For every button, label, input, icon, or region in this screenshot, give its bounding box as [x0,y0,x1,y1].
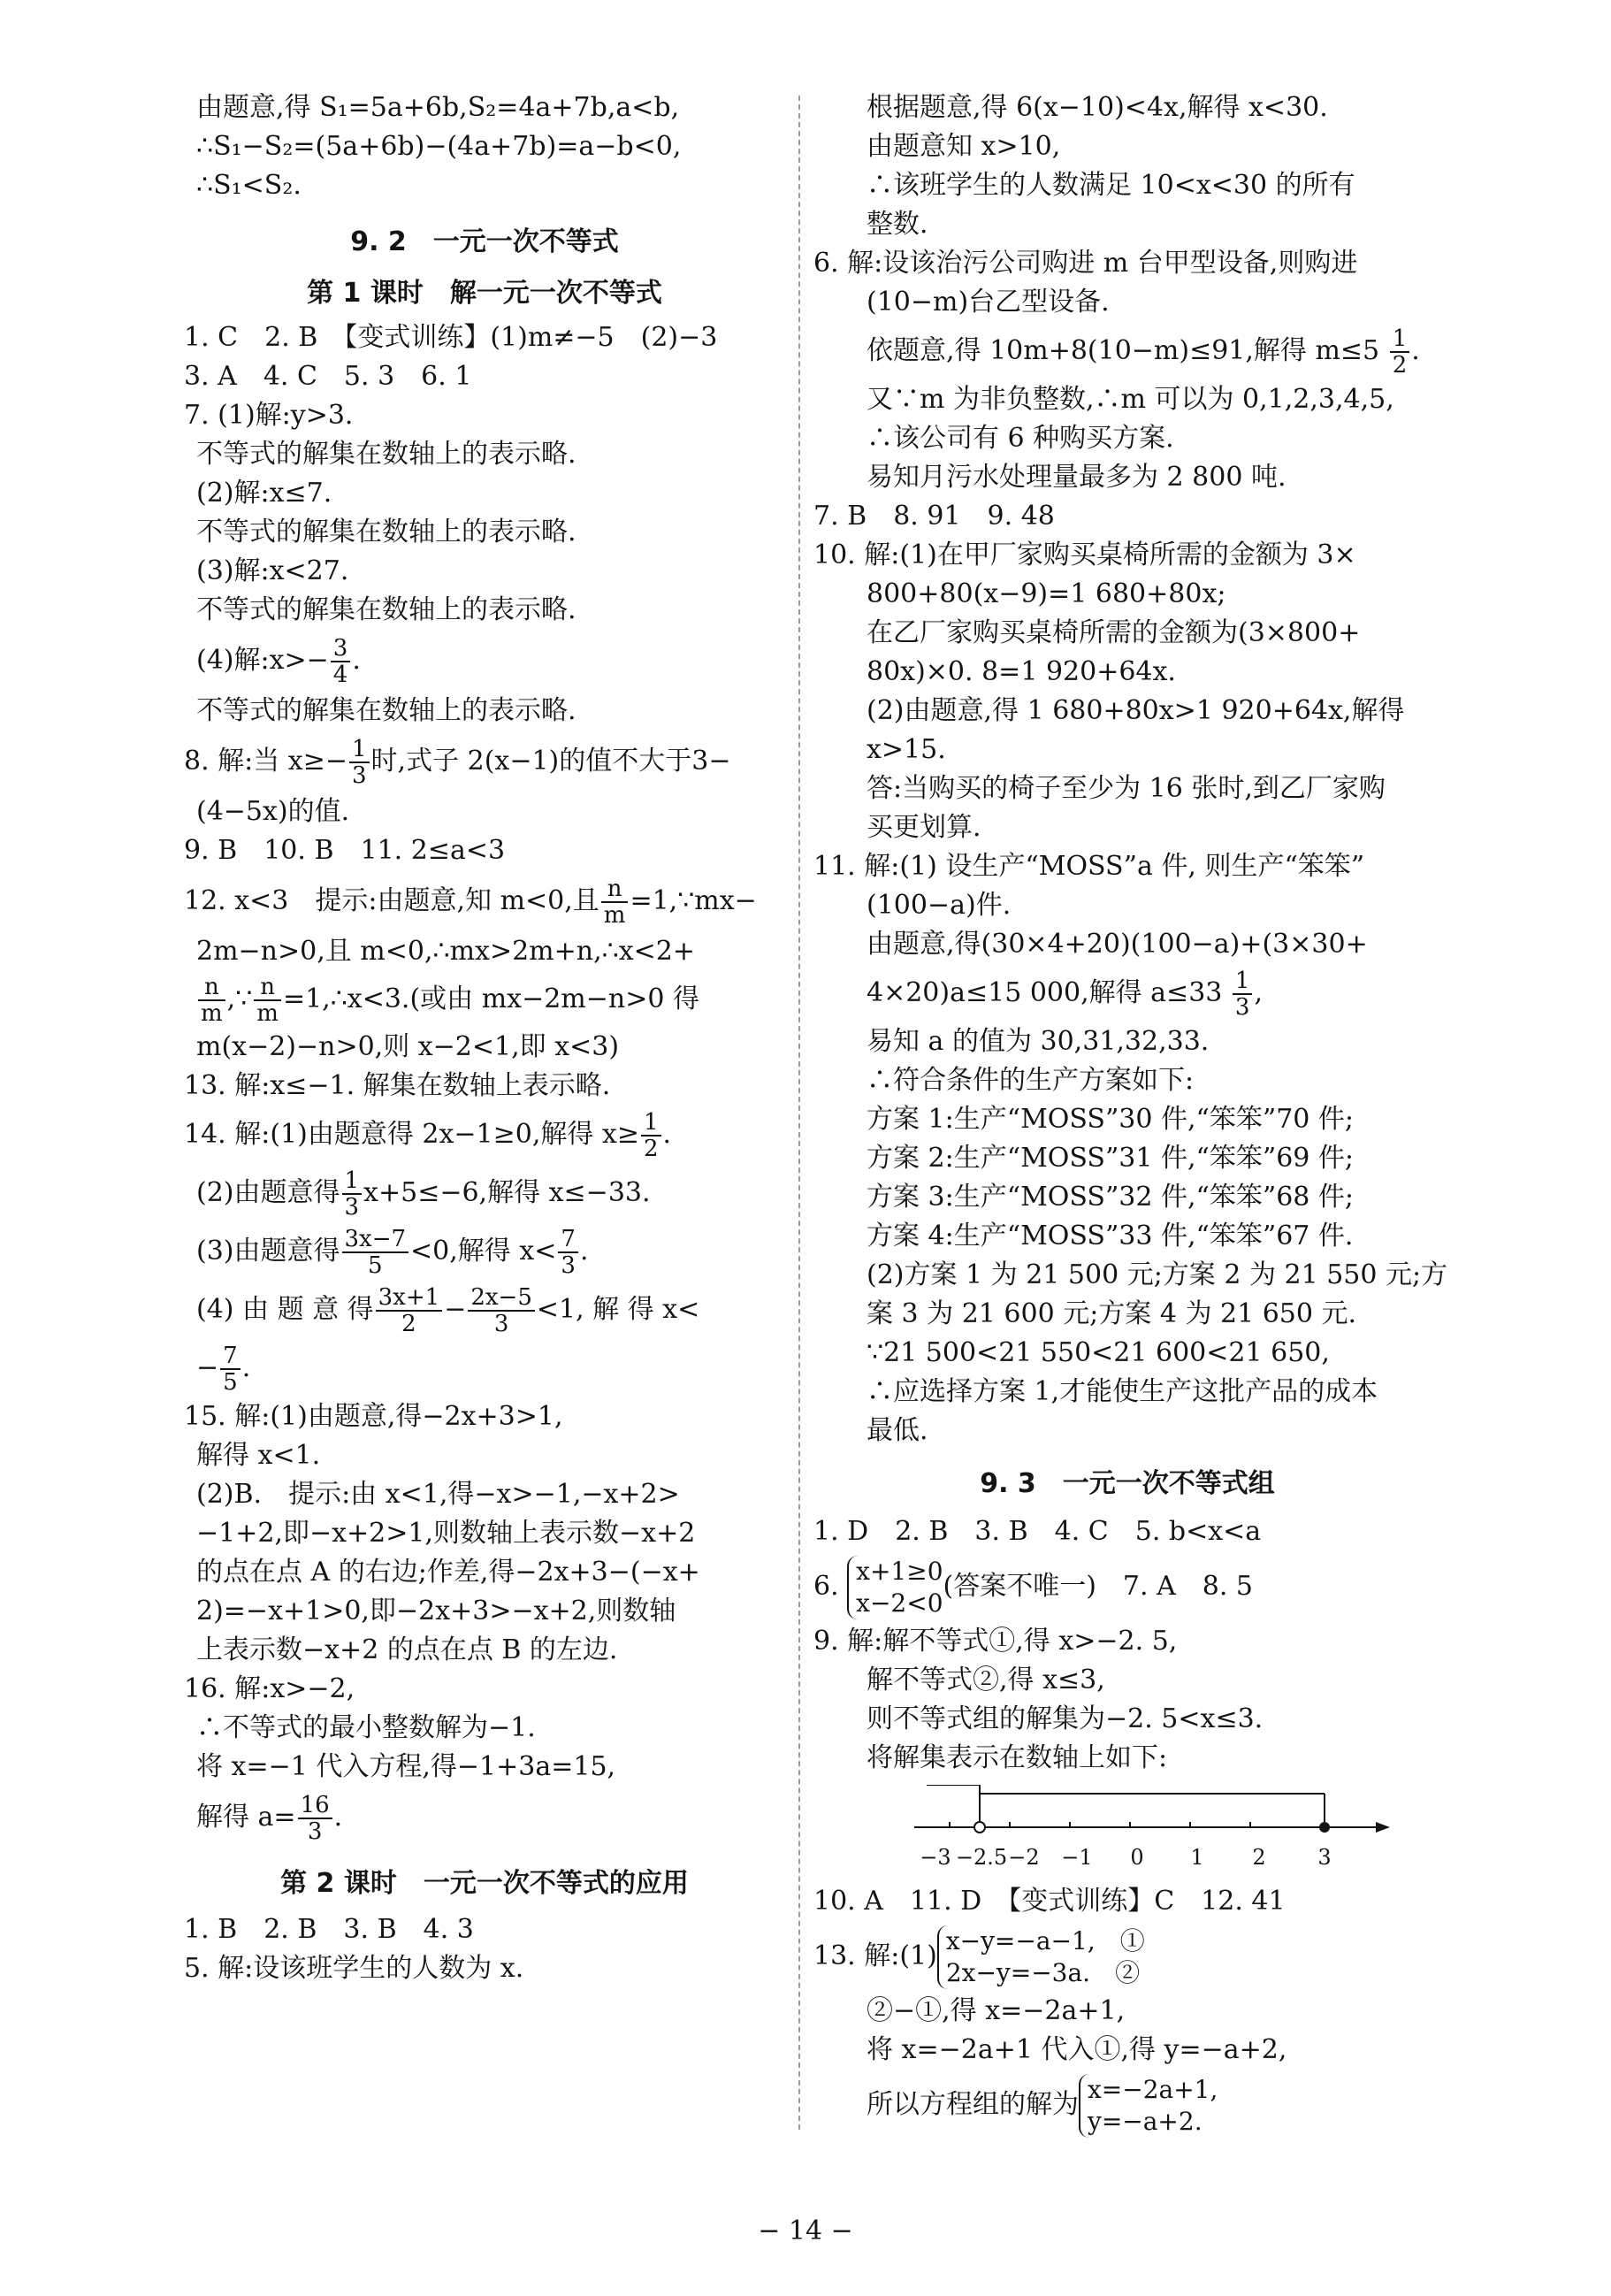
tick-label: −1 [1061,1845,1093,1870]
equation-system: x−y=−a−1, ① 2x−y=−3a. ② [937,1925,1145,1989]
answer-q11-plan-1: 方案 1:生产“MOSS”30 件,“笨笨”70 件; [867,1104,1355,1135]
number-line-arrow-icon [1376,1822,1390,1833]
fraction: $\frac{7}{3}$ [558,1227,578,1278]
answer-q1-2: 1. C 2. B 【变式训练】(1)m≠−5 (2)−3 [184,322,718,353]
fraction: $\frac{n}{m}$ [198,975,225,1026]
inequality-system: x+1≥0 x−2<0 [847,1556,943,1619]
answer-q11-plan-3: 方案 3:生产“MOSS”32 件,“笨笨”68 件; [867,1182,1355,1213]
answer-q10-2: 800+80(x−9)=1 680+80x; [867,578,1226,609]
answer-q8-cont: (4−5x)的值. [196,796,350,827]
s3-answer-q9-4: 将解集表示在数轴上如下: [867,1742,1168,1773]
fraction: $\frac{7}{5}$ [220,1343,241,1395]
intro-line-3: ∴S₁<S₂. [196,170,302,201]
s3-answer-q1-5: 1. D 2. B 3. B 4. C 5. b<x<a [813,1516,1262,1547]
section-9-2-heading: 9. 2 一元一次不等式 [350,226,619,257]
answer-q5-cont-4: 整数. [867,209,928,240]
answer-q11-10: ∴应选择方案 1,才能使生产这批产品的成本 [867,1376,1378,1407]
open-point-marker [974,1822,985,1833]
s3-answer-q13-1: 13. 解:(1) x−y=−a−1, ① 2x−y=−3a. ② [813,1926,1145,1987]
fraction: $\frac{2x-5}{3}$ [468,1285,535,1336]
s3-answer-q13-4: 所以方程组的解为 x=−2a+1, y=−a+2. [867,2075,1218,2136]
answer-q6-2: (10−m)台乙型设备. [867,287,1110,318]
s3-answer-q9-2: 解不等式②,得 x≤3, [867,1665,1105,1695]
s3-answer-q9-1: 9. 解:解不等式①,得 x>−2. 5, [813,1626,1178,1657]
answer-q11-3: 由题意,得(30×4+20)(100−a)+(3×30+ [867,929,1368,960]
answer-q9-11: 9. B 10. B 11. 2≤a<3 [184,835,506,866]
answer-q7-note: 不等式的解集在数轴上的表示略. [196,517,576,547]
lesson2-answer-q1-4: 1. B 2. B 3. B 4. 3 [184,1914,474,1945]
fraction: $\frac{3}{4}$ [331,636,351,687]
lesson-2-heading: 第 2 课时 一元一次不等式的应用 [280,1868,689,1899]
answer-q15-4: −1+2,即−x+2>1,则数轴上表示数−x+2 [196,1518,696,1549]
fraction: $\frac{16}{3}$ [298,1793,332,1844]
tick-label: −3 [920,1845,951,1870]
closed-point-marker [1319,1822,1330,1833]
section-9-3-heading: 9. 3 一元一次不等式组 [980,1468,1275,1499]
answer-q15-5: 的点在点 A 的右边;作差,得−2x+3−(−x+ [196,1557,700,1588]
column-separator [798,96,800,2130]
answer-q7-9: 7. B 8. 91 9. 48 [813,501,1055,532]
answer-q5-cont-1: 根据题意,得 6(x−10)<4x,解得 x<30. [867,92,1328,123]
answer-q6-3: 依题意,得 10m+8(10−m)≤91,解得 m≤5 $\frac{1}{2}$ . [867,325,1420,379]
answer-q12-cont: 2m−n>0,且 m<0,∴mx>2m+n,∴x<2+ [196,936,695,967]
solution-system: x=−2a+1, y=−a+2. [1079,2074,1218,2138]
answer-q7-2: (2)解:x≤7. [196,478,332,509]
tick-label: 3 [1317,1845,1332,1870]
intro-line-2: ∴S₁−S₂=(5a+6b)−(4a+7b)=a−b<0, [196,131,682,162]
s3-answer-q6-8: 6. x+1≥0 x−2<0 (答案不唯一) 7. A 8. 5 [813,1557,1253,1618]
fraction: $\frac{3x+1}{2}$ [376,1285,443,1336]
fraction: $\frac{n}{m}$ [254,975,281,1026]
lesson-1-heading: 第 1 课时 解一元一次不等式 [307,278,662,309]
lesson2-answer-q5: 5. 解:设该班学生的人数为 x. [184,1953,524,1984]
answer-q14-4-cont: − $\frac{7}{5}$ . [196,1343,251,1396]
answer-q10-4: 80x)×0. 8=1 920+64x. [867,656,1176,687]
answer-q11-plan-4: 方案 4:生产“MOSS”33 件,“笨笨”67 件. [867,1221,1354,1251]
answer-q6-6: 易知月污水处理量最多为 2 800 吨. [867,462,1287,493]
intro-line-1: 由题意,得 S₁=5a+6b,S₂=4a+7b,a<b, [196,92,680,123]
fraction: $\frac{1}{3}$ [342,1168,363,1220]
answer-q11-7: (2)方案 1 为 21 500 元;方案 2 为 21 550 元;方 [867,1259,1448,1290]
answer-q10-7: 答:当购买的椅子至少为 16 张时,到乙厂家购 [867,773,1386,804]
answer-q16-2: ∴不等式的最小整数解为−1. [196,1712,536,1743]
tick-label: −2 [1008,1845,1040,1870]
tick-label: 2 [1252,1845,1266,1870]
s3-answer-q13-3: 将 x=−2a+1 代入①,得 y=−a+2, [867,2034,1287,2065]
answer-q13: 13. 解:x≤−1. 解集在数轴上表示略. [184,1070,611,1101]
answer-q11-2: (100−a)件. [867,890,1012,921]
answer-q15-2: 解得 x<1. [196,1440,321,1471]
answer-q10-1: 10. 解:(1)在甲厂家购买桌椅所需的金额为 3× [813,540,1356,570]
answer-q11-1: 11. 解:(1) 设生产“MOSS”a 件, 则生产“笨笨” [813,851,1365,882]
left-column [184,88,785,1988]
answer-q16-1: 16. 解:x>−2, [184,1673,355,1704]
answer-q12-cont3: m(x−2)−n>0,则 x−2<1,即 x<3) [196,1031,620,1062]
answer-q14-2: (2)由题意得 $\frac{1}{3}$ x+5≤−6,解得 x≤−33. [196,1167,651,1221]
answer-q7-note: 不等式的解集在数轴上的表示略. [196,594,576,625]
answer-q15-3: (2)B. 提示:由 x<1,得−x>−1,−x+2> [196,1479,680,1510]
answer-q11-8: 案 3 为 21 600 元;方案 4 为 21 650 元. [867,1298,1357,1329]
answer-q10-6: x>15. [867,734,946,765]
answer-q3-6: 3. A 4. C 5. 3 6. 1 [184,361,472,392]
answer-q14-3: (3)由题意得 $\frac{3x-7}{5}$ <0,解得 x< $\frac{7}{3}$ . [196,1226,589,1279]
answer-q15-6: 2)=−x+1>0,即−2x+3>−x+2,则数轴 [196,1596,676,1626]
answer-q15-1: 15. 解:(1)由题意,得−2x+3>1, [184,1401,563,1432]
answer-q11-plan-2: 方案 2:生产“MOSS”31 件,“笨笨”69 件; [867,1143,1355,1174]
fraction: $\frac{n}{m}$ [601,876,629,928]
tick-label: 0 [1130,1845,1144,1870]
answer-q16-4: 解得 a= $\frac{16}{3}$ . [196,1792,343,1845]
answer-q14-4: (4) 由 题 意 得 $\frac{3x+1}{2}$ − $\frac{2x-5}{3}$ <1, 解 得 x< [196,1284,700,1337]
answer-q7-note: 不等式的解集在数轴上的表示略. [196,695,576,726]
answer-q11-11: 最低. [867,1415,928,1446]
answer-q5-cont-3: ∴该班学生的人数满足 10<x<30 的所有 [867,170,1355,201]
answer-q5-cont-2: 由题意知 x>10, [867,131,1061,162]
answer-q8: 8. 解:当 x≥− $\frac{1}{3}$ 时,式子 2(x−1)的值不大于3− [184,736,731,789]
page-number: − 14 − [758,2216,853,2246]
fraction: $\frac{1}{2}$ [1390,326,1410,378]
s3-answer-q9-3: 则不等式组的解集为−2. 5<x≤3. [867,1703,1264,1734]
s3-answer-q10-12: 10. A 11. D 【变式训练】C 12. 41 [813,1886,1286,1917]
answer-q7-4: (4)解:x>− $\frac{3}{4}$ . [196,635,361,688]
fraction: $\frac{1}{3}$ [349,737,370,788]
fraction: $\frac{1}{3}$ [1233,968,1253,1020]
answer-q10-8: 买更划算. [867,812,981,843]
answer-q16-3: 将 x=−1 代入方程,得−1+3a=15, [196,1751,616,1782]
answer-q11-4: 4×20)a≤15 000,解得 a≤33 $\frac{1}{3}$ , [867,968,1263,1021]
answer-q14-1: 14. 解:(1)由题意得 2x−1≥0,解得 x≥ $\frac{1}{2}$ . [184,1109,672,1162]
answer-q11-6: ∴符合条件的生产方案如下: [867,1065,1195,1096]
answer-q7-note: 不等式的解集在数轴上的表示略. [196,439,576,470]
answer-q12: 12. x<3 提示:由题意,知 m<0,且 $\frac{n}{m}$ =1,∵mx− [184,876,757,929]
answer-q10-3: 在乙厂家购买桌椅所需的金额为(3×800+ [867,617,1361,648]
fraction: $\frac{3x-7}{5}$ [342,1227,409,1278]
answer-q7-1: 7. (1)解:y>3. [184,400,354,431]
answer-q6-1: 6. 解:设该治污公司购进 m 台甲型设备,则购进 [813,248,1358,279]
tick-label: 1 [1190,1845,1204,1870]
answer-q7-3: (3)解:x<27. [196,555,349,586]
answer-q15-7: 上表示数−x+2 的点在点 B 的左边. [196,1634,618,1665]
answer-q11-5: 易知 a 的值为 30,31,32,33. [867,1026,1210,1057]
answer-q12-cont2: $\frac{n}{m}$ ,∵ $\frac{n}{m}$ =1,∴x<3.(或由 mx−2m−n>0 得 [184,971,785,1028]
number-line-diagram [914,1785,1392,1882]
answer-q10-5: (2)由题意,得 1 680+80x>1 920+64x,解得 [867,695,1405,726]
answer-q6-5: ∴该公司有 6 种购买方案. [867,423,1174,454]
s3-answer-q13-2: ②−①,得 x=−2a+1, [867,1995,1126,2026]
tick-label: −2.5 [955,1845,1008,1870]
answer-q11-9: ∵21 500<21 550<21 600<21 650, [867,1337,1330,1368]
fraction: $\frac{1}{2}$ [641,1110,661,1161]
answer-q6-4: 又∵m 为非负整数,∴m 可以为 0,1,2,3,4,5, [867,384,1394,415]
